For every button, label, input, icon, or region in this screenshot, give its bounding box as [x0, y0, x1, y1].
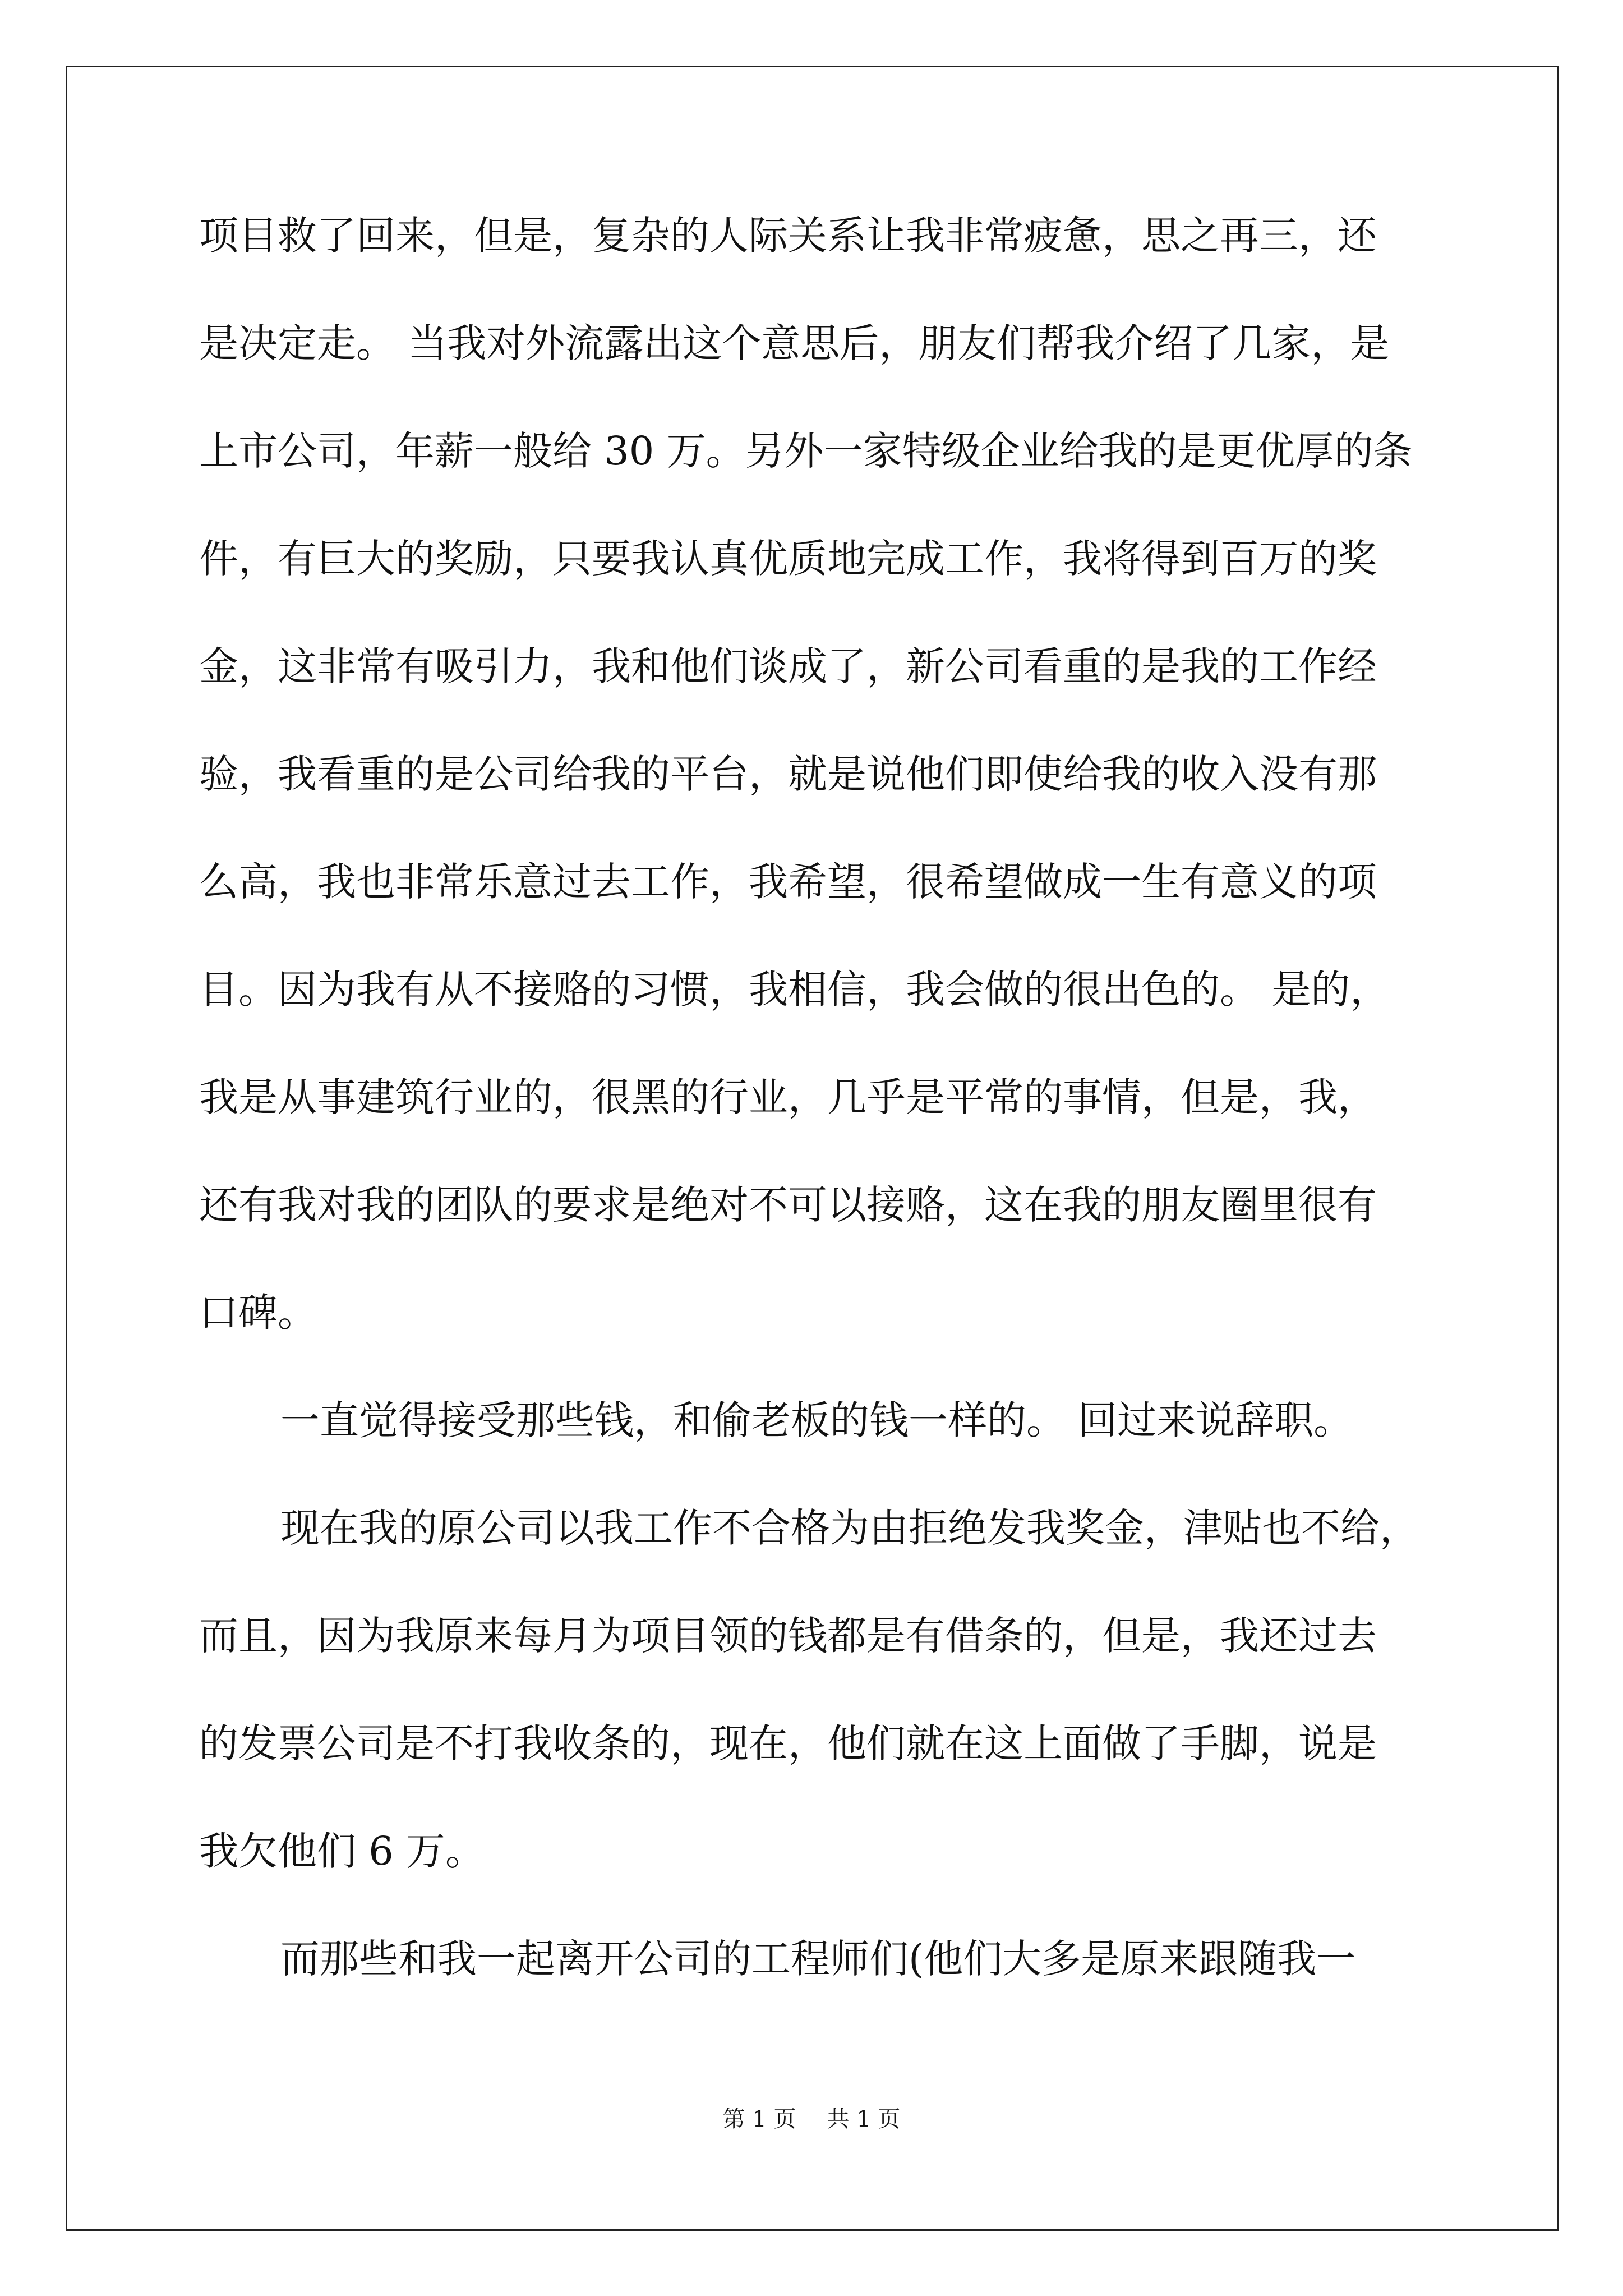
text-line: 口碑。: [199, 1290, 317, 1336]
text-line: 项目救了回来，但是，复杂的人际关系让我非常疲惫，思之再三，还: [199, 213, 1377, 259]
text-line: 上市公司，年薪一般给 30 万。另外一家特级企业给我的是更优厚的条: [199, 428, 1413, 474]
text-line: 一直觉得接受那些钱，和偷老板的钱一样的。 回过来说辞职。: [280, 1397, 1353, 1443]
text-line: 验，我看重的是公司给我的平台，就是说他们即使给我的收入没有那: [199, 751, 1377, 797]
text-line: 金，这非常有吸引力，我和他们谈成了，新公司看重的是我的工作经: [199, 643, 1377, 689]
text-line: 么高，我也非常乐意过去工作，我希望，很希望做成一生有意义的项: [199, 859, 1377, 905]
page-number-total: 共 1 页: [827, 2106, 901, 2132]
page-border: [66, 66, 1559, 2231]
text-line: 件，有巨大的奖励，只要我认真优质地完成工作，我将得到百万的奖: [199, 536, 1377, 582]
text-line: 而且，因为我原来每月为项目领的钱都是有借条的，但是，我还过去: [199, 1613, 1377, 1659]
text-line: 我是从事建筑行业的，很黑的行业，几乎是平常的事情，但是，我，: [199, 1074, 1377, 1120]
text-line: 我欠他们 6 万。: [199, 1828, 485, 1874]
text-line: 还有我对我的团队的要求是绝对不可以接赂，这在我的朋友圈里很有: [199, 1182, 1377, 1228]
page-footer: [0, 2102, 1623, 2136]
text-line: 而那些和我一起离开公司的工程师们(他们大多是原来跟随我一: [280, 1936, 1356, 1982]
text-line: 是决定走。 当我对外流露出这个意思后，朋友们帮我介绍了几家，是: [199, 320, 1390, 366]
text-line: 的发票公司是不打我收条的，现在，他们就在这上面做了手脚，说是: [199, 1720, 1377, 1766]
text-line: 现在我的原公司以我工作不合格为由拒绝发我奖金，津贴也不给，: [280, 1505, 1419, 1551]
page-number-current: 第 1 页: [722, 2106, 796, 2132]
text-line: 目。因为我有从不接赂的习惯，我相信，我会做的很出色的。 是的，: [199, 967, 1390, 1013]
